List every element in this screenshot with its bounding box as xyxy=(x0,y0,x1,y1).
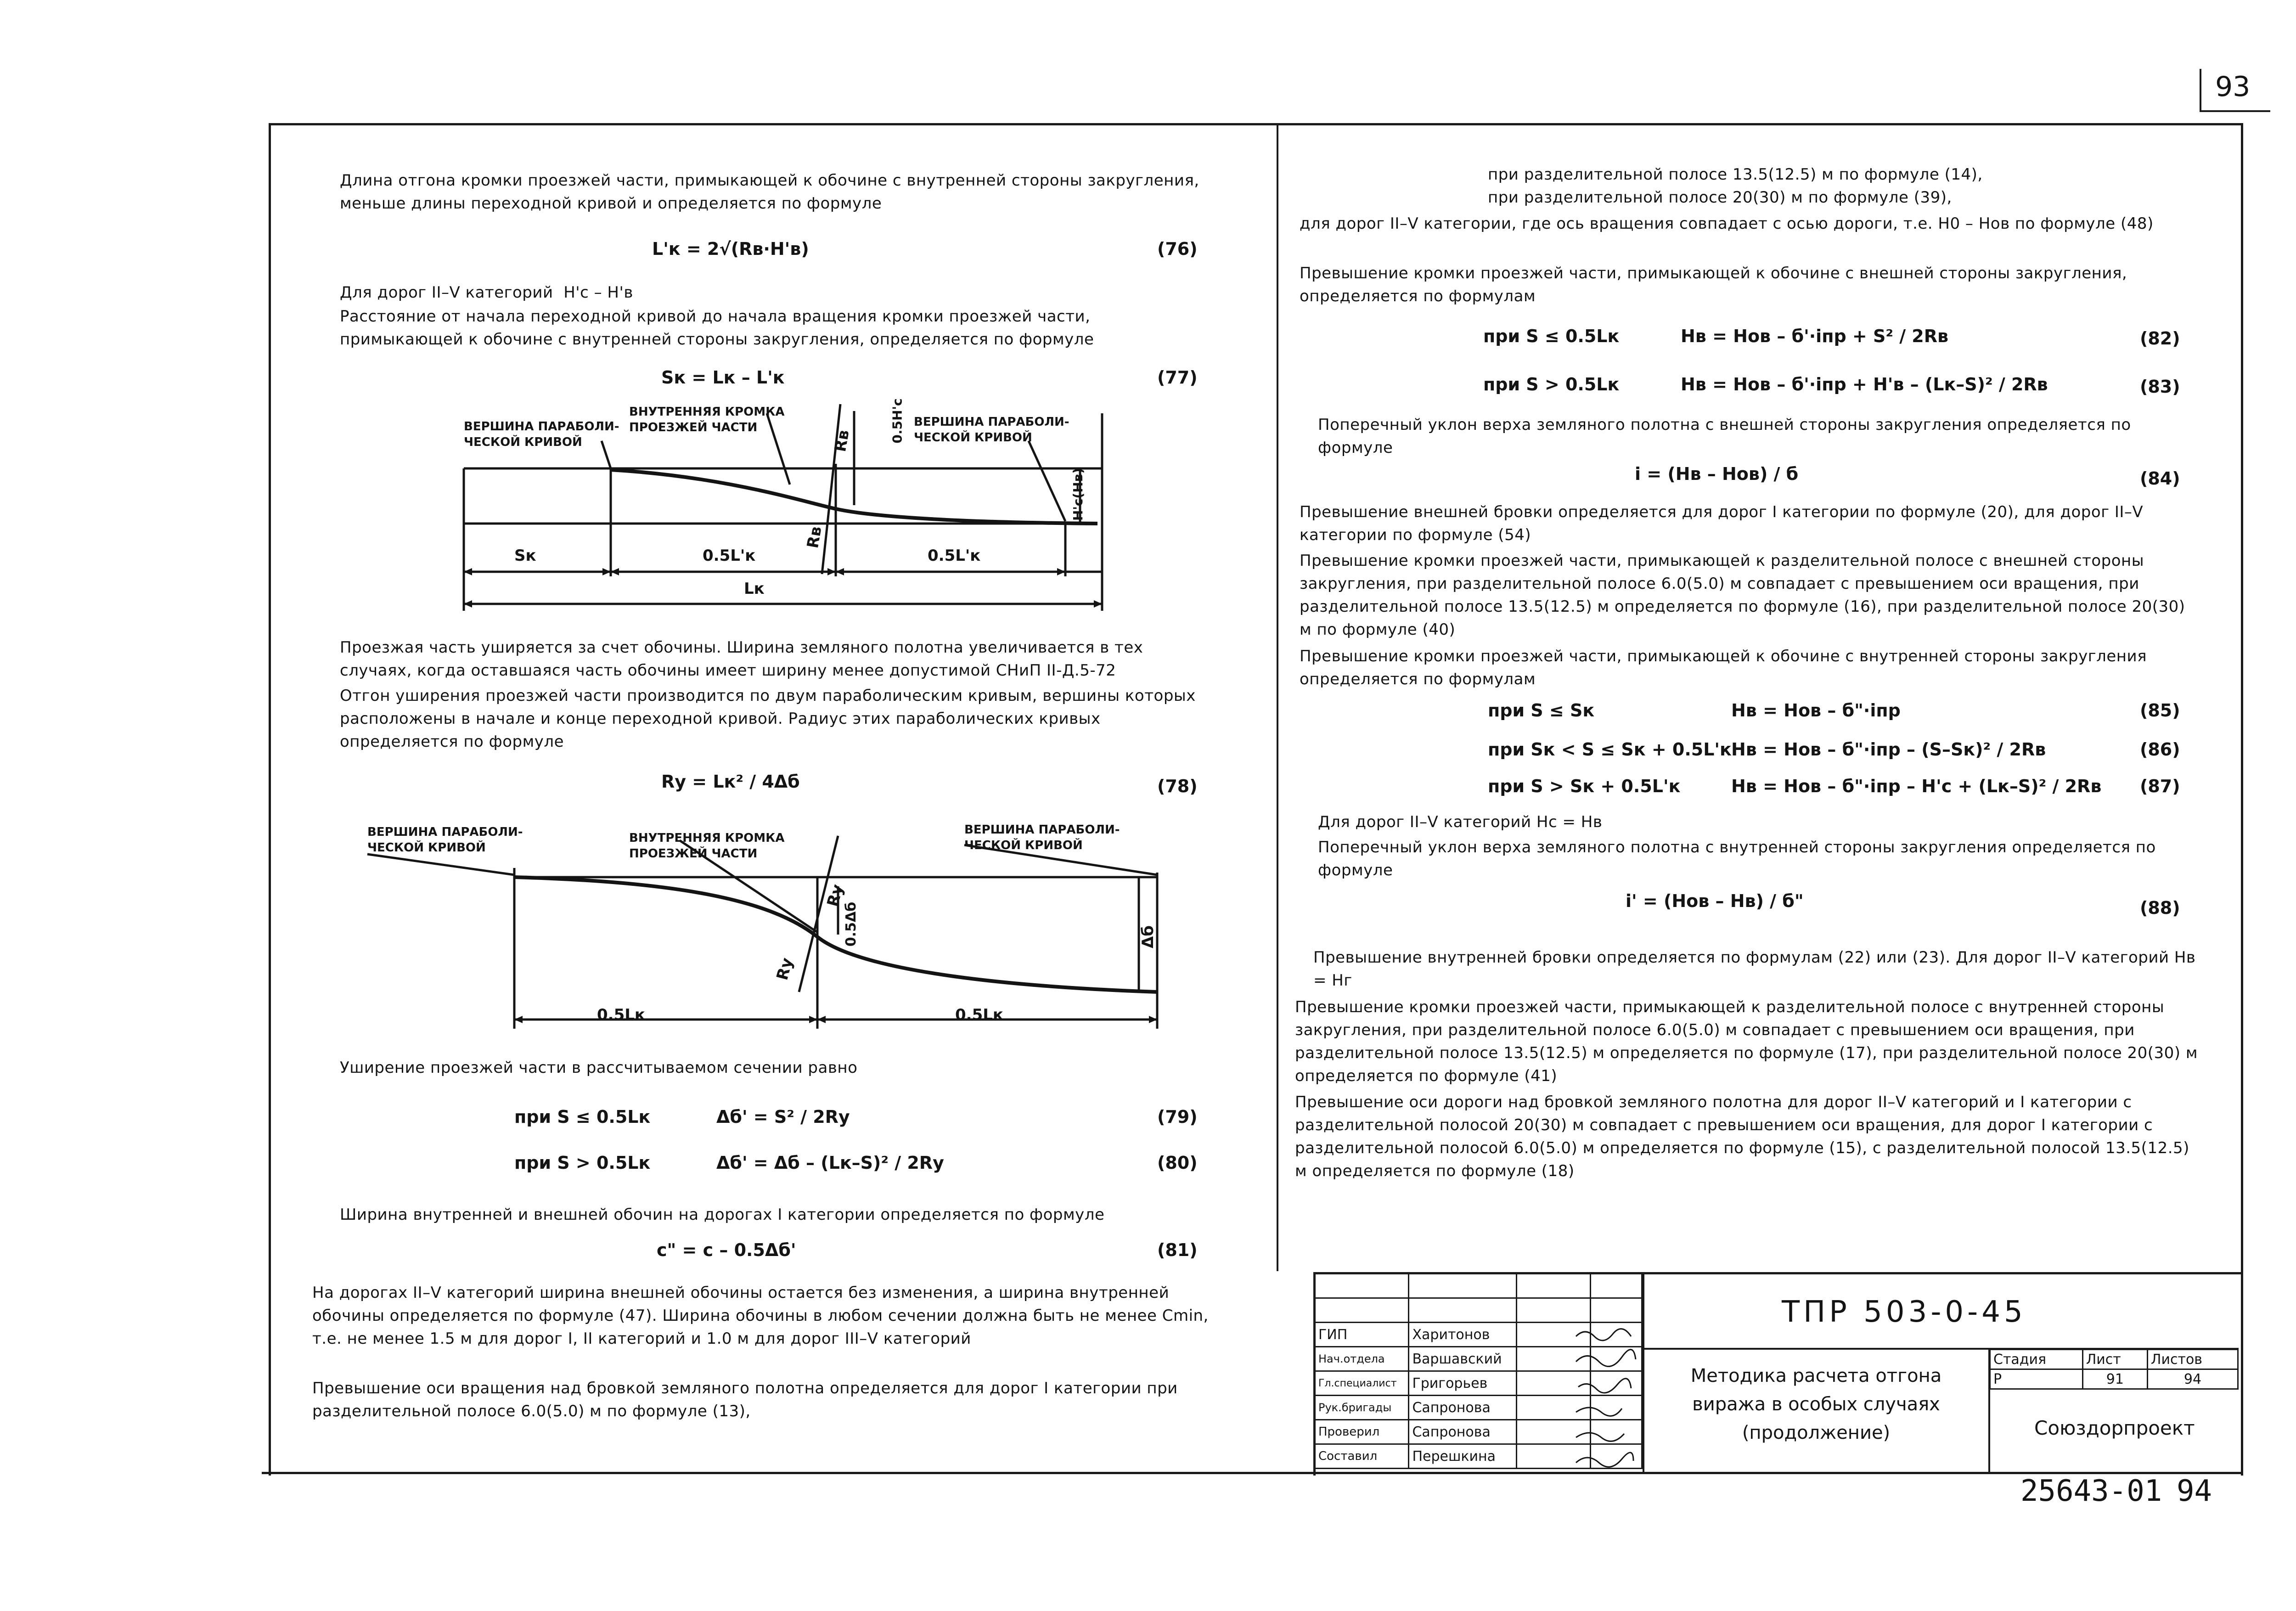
stamp-name-4: Сапронова xyxy=(1409,1420,1516,1444)
formula-84: i = (Hв – Hов) / б xyxy=(1635,464,1799,484)
formula-82: Hв = Hов – б'·iпр + S² / 2Rв xyxy=(1681,326,1949,346)
stamp-name-0: Харитонов xyxy=(1409,1323,1516,1347)
stage-value: Р xyxy=(1990,1369,2083,1389)
left-paragraph-7: Ширина внутренней и внешней обочин на дорогах I категории определяется по формуле xyxy=(340,1205,1105,1224)
d2-db: Δб xyxy=(1139,925,1158,949)
stamp-role-5: Составил xyxy=(1315,1444,1409,1469)
right-paragraph-9: Поперечный уклон верха земляного полотна с внутренней стороны закругления определяется по формуле xyxy=(1318,838,2161,879)
left-paragraph-8: На дорогах II–V категорий ширина внешней обочины остается без изменения, а ширина внутренней обочины определяется по формуле (47). Ширина обочины в любом сечении должна быть не менее Cmin, т.е. не менее 1.5 м для дорог I, II категорий и 1.0 м для дорог III–V категорий xyxy=(312,1284,1214,1348)
formula-80-condition: при S > 0.5Lк xyxy=(514,1153,651,1173)
left-paragraph-3: Расстояние от начала переходной кривой до начала вращения кромки проезжей части, примыкающей к обочине с внутренней стороны закругления, определяется по формуле xyxy=(340,307,1096,349)
left-paragraph-2: Для дорог II–V категорий H'c – H'в xyxy=(340,283,633,302)
d1-label-left: ВЕРШИНА ПАРАБОЛИ- ЧЕСКОЙ КРИВОЙ xyxy=(464,420,619,449)
stage-header: Стадия xyxy=(1990,1350,2083,1369)
document-code: ТПР 503-0-45 xyxy=(1782,1295,2026,1329)
formula-83: Hв = Hов – б'·iпр + H'в – (Lк–S)² / 2Rв xyxy=(1681,374,2048,394)
formula-85-number: (85) xyxy=(2140,700,2180,721)
d1-total: Lк xyxy=(744,580,765,598)
stamp-role-1: Нач.отдела xyxy=(1315,1347,1409,1371)
right-paragraph-8: Для дорог II–V категорий Hc = Hв xyxy=(1318,813,1603,831)
d2-ry-lower: Rу xyxy=(773,956,797,982)
right-paragraph-6: Превышение кромки проезжей части, примыкающей к разделительной полосе с внешней стороны закругления, при разделительной полосе 6.0(5.0) м совпадает с превышением оси вращения, при разделительной полосе 13.5(12.5) м определяется по формуле (16), при разделительной полосе 20(30) м по формуле (40) xyxy=(1300,552,2190,639)
stamp-vertical-divider xyxy=(1643,1273,1644,1473)
stamp-role-3: Рук.бригады xyxy=(1315,1396,1409,1420)
formula-86-number: (86) xyxy=(2140,739,2180,760)
formula-87: Hв = Hов – б"·iпр – H'c + (Lк–S)² / 2Rв xyxy=(1731,776,2102,796)
archive-number: 25643-01 xyxy=(2020,1474,2162,1508)
formula-87-condition: при S > Sк + 0.5L'к xyxy=(1488,776,1681,796)
formula-86-condition: при Sк < S ≤ Sк + 0.5L'к xyxy=(1488,739,1732,760)
formula-81: c" = c – 0.5Δб' xyxy=(657,1240,796,1260)
stamp-name-1: Варшавский xyxy=(1409,1347,1516,1371)
right-paragraph-4: Поперечный уклон верха земляного полотна с внешней стороны закругления определяется по формуле xyxy=(1318,416,2137,457)
d1-half-hc: 0.5H'c xyxy=(889,398,905,444)
formula-79: Δб' = S² / 2Rу xyxy=(716,1107,850,1127)
sheet-header: Лист xyxy=(2082,1350,2147,1369)
formula-82-number: (82) xyxy=(2140,328,2180,349)
d1-label-mid: ВНУТРЕННЯЯ КРОМКА ПРОЕЗЖЕЙ ЧАСТИ xyxy=(629,405,785,434)
formula-81-number: (81) xyxy=(1157,1240,1198,1260)
d1-hc-hv: H'c(Hв) xyxy=(1070,468,1086,521)
d1-seg1: 0.5L'к xyxy=(703,546,756,565)
column-divider xyxy=(1277,123,1278,1271)
formula-88: i' = (Hов – Hв) / б" xyxy=(1626,891,1804,911)
formula-80-number: (80) xyxy=(1157,1153,1198,1173)
d1-seg2: 0.5L'к xyxy=(928,546,981,565)
stage-table xyxy=(1989,1349,2239,1390)
right-paragraph-10: Превышение внутренней бровки определяется по формулам (22) или (23). Для дорог II–V категорий Hв = Hг xyxy=(1313,948,2201,990)
formula-83-number: (83) xyxy=(2140,377,2180,397)
signature-scribbles xyxy=(1571,1323,1640,1474)
left-paragraph-5: Отгон уширения проезжей части производится по двум параболическим кривым, вершины которых расположены в начале и конце переходной кривой. Радиус этих параболических кривых определяется по формуле xyxy=(340,687,1201,751)
formula-78: Rу = Lк² / 4Δб xyxy=(661,772,800,792)
d1-sk: Sк xyxy=(514,546,536,565)
formula-86: Hв = Hов – б"·iпр – (S–Sк)² / 2Rв xyxy=(1731,739,2046,760)
d1-label-right: ВЕРШИНА ПАРАБОЛИ- ЧЕСКОЙ КРИВОЙ xyxy=(914,415,1069,445)
organization-name: Союздорпроект xyxy=(2034,1417,2195,1439)
formula-85: Hв = Hов – б"·iпр xyxy=(1731,700,1901,721)
formula-84-number: (84) xyxy=(2140,468,2180,489)
formula-79-condition: при S ≤ 0.5Lк xyxy=(514,1107,651,1127)
formula-83-condition: при S > 0.5Lк xyxy=(1483,374,1620,394)
archive-suffix: 94 xyxy=(2177,1474,2212,1508)
left-paragraph-6: Уширение проезжей части в рассчитываемом сечении равно xyxy=(340,1059,858,1077)
formula-88-number: (88) xyxy=(2140,898,2180,918)
d2-label-right: ВЕРШИНА ПАРАБОЛИ- ЧЕСКОЙ КРИВОЙ xyxy=(964,823,1120,852)
d1-rb-upper: Rв xyxy=(831,428,853,453)
formula-80: Δб' = Δб – (Lк–S)² / 2Rу xyxy=(716,1153,944,1173)
stamp-role-0: ГИП xyxy=(1315,1323,1409,1347)
formula-85-condition: при S ≤ Sк xyxy=(1488,700,1595,721)
right-paragraph-2: для дорог II–V категории, где ось вращения совпадает с осью дороги, т.е. H0 – Hов по формуле (48) xyxy=(1300,214,2154,233)
right-paragraph-1: при разделительной полосе 13.5(12.5) м по формуле (14), при разделительной полосе 20(30) м по формуле (39), xyxy=(1488,165,1983,207)
formula-82-condition: при S ≤ 0.5Lк xyxy=(1483,326,1620,346)
formula-76-number: (76) xyxy=(1157,239,1198,259)
left-paragraph-9: Превышение оси вращения над бровкой земляного полотна определяется для дорог I категории при разделительной полосе 6.0(5.0) м по формуле (13), xyxy=(312,1379,1183,1420)
formula-78-number: (78) xyxy=(1157,776,1198,796)
right-paragraph-7: Превышение кромки проезжей части, примыкающей к обочине с внутренней стороны закругления определяется по формулам xyxy=(1300,647,2152,688)
stamp-name-2: Григорьев xyxy=(1409,1371,1516,1396)
right-paragraph-12: Превышение оси дороги над бровкой земляного полотна для дорог II–V категорий и I категории с разделительной полосой 20(30) м совпадает с превышением оси вращения, для дорог I категории с разделительной полосой 6.0(5.0) м определяется по формуле (15), с разделительной полосой 13.5(12.5) м определяется по формуле (18) xyxy=(1295,1093,2195,1180)
d1-rb-lower: Rв xyxy=(804,525,826,550)
formula-77-number: (77) xyxy=(1157,367,1198,388)
d2-seg1: 0.5Lк xyxy=(597,1006,645,1024)
d2-seg2: 0.5Lк xyxy=(955,1006,1003,1024)
right-paragraph-5: Превышение внешней бровки определяется для дорог I категории по формуле (20), для дорог II–V категории по формуле (54) xyxy=(1300,503,2149,544)
page-number: 93 xyxy=(2215,71,2251,103)
right-paragraph-3: Превышение кромки проезжей части, примыкающей к обочине с внешней стороны закругления, определяется по формулам xyxy=(1300,264,2133,305)
stamp-role-2: Гл.специалист xyxy=(1315,1371,1409,1396)
sheets-value: 94 xyxy=(2147,1369,2238,1389)
formula-77: Sк = Lк – L'к xyxy=(661,367,785,388)
stamp-role-4: Проверил xyxy=(1315,1420,1409,1444)
d2-ry-upper: Rу xyxy=(823,882,847,909)
sheet-value: 91 xyxy=(2082,1369,2147,1389)
stamp-name-5: Перешкина xyxy=(1409,1444,1516,1469)
left-paragraph-1: Длина отгона кромки проезжей части, примыкающей к обочине с внутренней стороны закругления, меньше длины переходной кривой и определяется по формуле xyxy=(340,171,1205,213)
sheet-title: Методика расчета отгона виража в особых случаях (продолжение) xyxy=(1690,1365,1942,1443)
formula-76: L'к = 2√(Rв·H'в) xyxy=(652,239,809,259)
formula-87-number: (87) xyxy=(2140,776,2180,796)
d2-label-left: ВЕРШИНА ПАРАБОЛИ- ЧЕСКОЙ КРИВОЙ xyxy=(367,825,523,855)
left-paragraph-4: Проезжая часть уширяется за счет обочины. Ширина земляного полотна увеличивается в тех случаях, когда оставшаяся часть обочины имеет ширину менее допустимой СНиП II-Д.5-72 xyxy=(340,638,1148,680)
d2-half-db: 0.5Δб xyxy=(843,901,860,947)
d2-label-mid: ВНУТРЕННЯЯ КРОМКА ПРОЕЗЖЕЙ ЧАСТИ xyxy=(629,831,785,861)
stamp-name-3: Сапронова xyxy=(1409,1396,1516,1420)
page-number-box xyxy=(2200,69,2270,112)
sheets-header: Листов xyxy=(2147,1350,2238,1369)
formula-79-number: (79) xyxy=(1157,1107,1198,1127)
right-paragraph-11: Превышение кромки проезжей части, примыкающей к разделительной полосе с внутренней стороны закругления, при разделительной полосе 6.0(5.0) м совпадает с превышением оси вращения, при разделительной полосе 13.5(12.5) м определяется по формуле (17), при разделительной полосе 20(30) м определяется по формуле (41) xyxy=(1295,998,2203,1085)
